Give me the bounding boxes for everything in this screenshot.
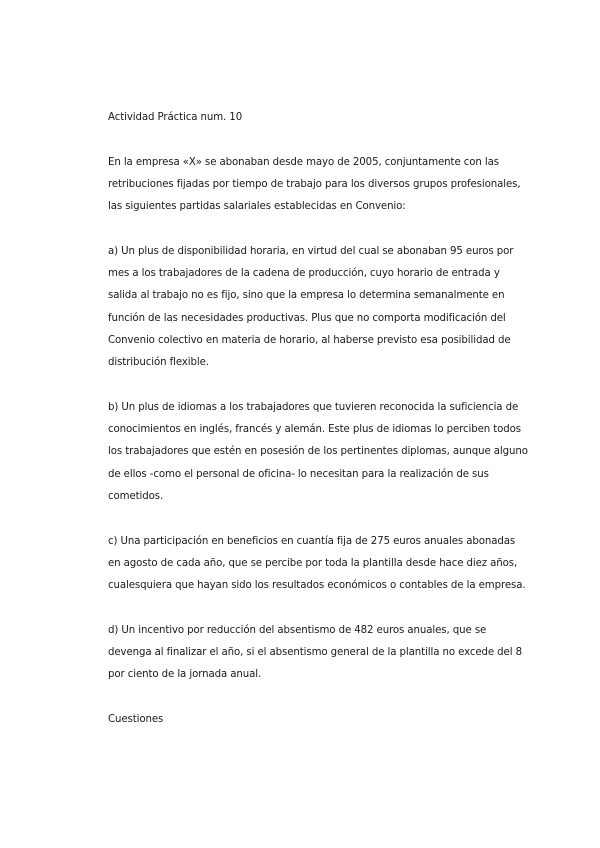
item-c-paragraph: c) Una participación en beneficios en cuantía fija de 275 euros anuales abonadas en agosto de cada año, que se percibe por toda la plantilla desde hace diez años, cualesquiera que hayan sido los resultados económicos o contables de la empresa.: [108, 535, 526, 592]
intro-paragraph: En la empresa «X» se abonaban desde mayo de 2005, conjuntamente con las retribuciones fijadas por tiempo de trabajo para los diversos grupos profesionales, las siguientes partidas salariales establecidas en Convenio:: [108, 156, 521, 213]
document-title: Actividad Práctica num. 10: [108, 112, 243, 123]
item-a-paragraph: a) Un plus de disponibilidad horaria, en virtud del cual se abonaban 95 euros por mes a los trabajadores de la cadena de producción, cuyo horario de entrada y salida al trabajo no es fijo, sino que la empresa lo determina semanalmente en función de las necesidades productivas. Plus que no comporta modificación del Convenio colectivo en materia de horario, al haberse previsto esa posibilidad de distribución flexible.: [108, 245, 514, 369]
item-b-paragraph: b) Un plus de idiomas a los trabajadores que tuvieren reconocida la suficiencia de conocimientos en inglés, francés y alemán. Este plus de idiomas lo perciben todos los trabajadores que estén en posesión de los pertinentes diplomas, aunque alguno de ellos -como el personal de oficina- lo necesitan para la realización de sus cometidos.: [108, 401, 528, 503]
section-heading-cuestiones: Cuestiones: [108, 714, 164, 726]
document-body: [108, 107, 528, 754]
item-d-paragraph: d) Un incentivo por reducción del absentismo de 482 euros anuales, que se devenga al finalizar el año, si el absentismo general de la plantilla no excede del 8 por ciento de la jornada anual.: [108, 624, 522, 681]
